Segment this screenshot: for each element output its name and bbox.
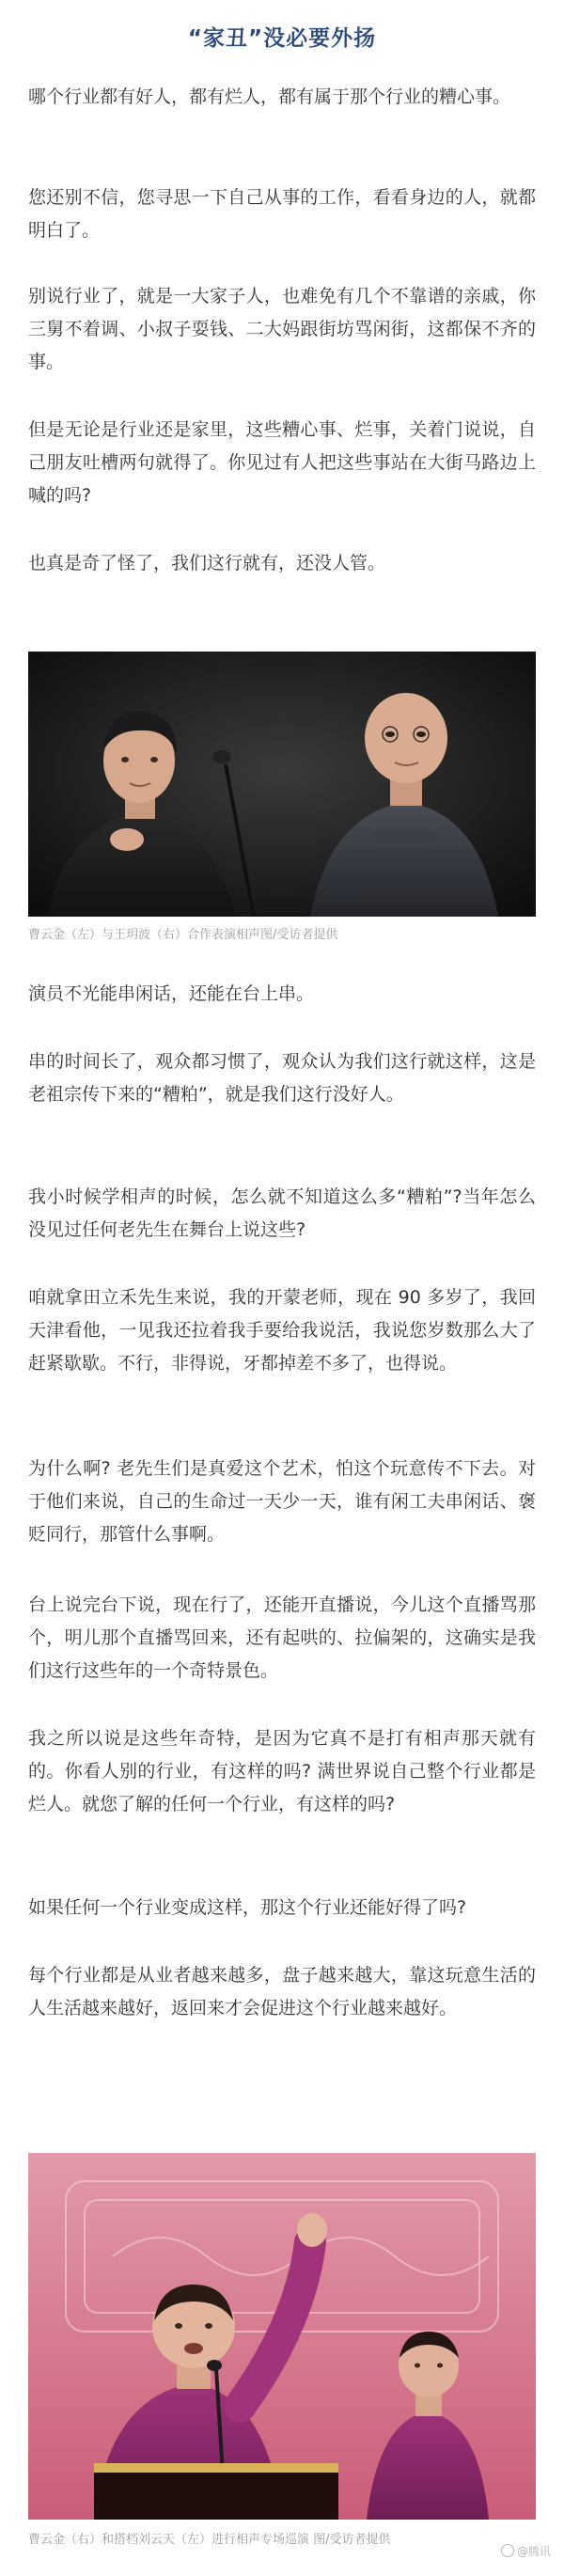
photo-stage-tour	[28, 2153, 536, 2520]
paragraph-13: 如果任何一个行业变成这样，那这个行业还能好得了吗?	[28, 1897, 467, 1918]
watermark-text: @腾讯	[516, 2545, 551, 2558]
photo-stage-tour-image	[28, 2153, 536, 2520]
paragraph-14: 每个行业都是从业者越来越多，盘子越来越大，靠这玩意生活的人生活越来越好，返回来才会促进这个行业越来越好。	[28, 1965, 536, 2018]
paragraph-11: 台上说完台下说，现在行了，还能开直播说，今儿这个直播骂那个，明儿那个直播骂回来，还有起哄的、拉偏架的，这确实是我们这行这些年的一个奇特景色。	[28, 1594, 536, 1681]
photo-performance-duo-image	[28, 652, 536, 917]
paragraph-2: 您还别不信，您寻思一下自己从事的工作，看看身边的人，就都明白了。	[28, 187, 536, 241]
paragraph-8: 我小时候学相声的时候，怎么就不知道这么多“糟粕”?当年怎么没见过任何老先生在舞台上说这些?	[28, 1186, 536, 1240]
photo-performance-duo	[28, 652, 536, 917]
photo-caption-2: 曹云金（右）和搭档刘云天（左）进行相声专场巡演 图/受访者提供	[28, 2533, 391, 2547]
paragraph-6: 演员不光能串闲话，还能在台上串。	[28, 983, 315, 1004]
paragraph-12: 我之所以说是这些年奇特，是因为它真不是打有相声那天就有的。你看人别的行业，有这样的吗? 满世界说自己整个行业都是烂人。就您了解的任何一个行业，有这样的吗?	[28, 1728, 536, 1814]
paragraph-5: 也真是奇了怪了，我们这行就有，还没人管。	[28, 553, 386, 573]
article-title: “家丑”没必要外扬	[187, 26, 377, 51]
paragraph-3: 别说行业了，就是一大家子人，也难免有几个不靠谱的亲戚，你三舅不着调、小叔子耍钱、二大妈跟街坊骂闲街，这都保不齐的事。	[28, 286, 536, 372]
paragraph-7: 串的时间长了，观众都习惯了，观众认为我们这行就这样，这是老祖宗传下来的“糟粕”，就是我们这行没好人。	[28, 1051, 536, 1105]
paragraph-4: 但是无论是行业还是家里，这些糟心事、烂事，关着门说说，自己朋友吐槽两句就得了。你见过有人把这些事站在大街马路边上喊的吗?	[28, 419, 536, 506]
paragraph-9: 咱就拿田立禾先生来说，我的开蒙老师，现在 90 多岁了，我回天津看他，一见我还拉着我手要给我说活，我说您岁数那么大了赶紧歇歇。不行，非得说，牙都掉差不多了，也得说。	[28, 1287, 536, 1374]
paragraph-1: 哪个行业都有好人，都有烂人，都有属于那个行业的糟心事。	[28, 86, 511, 107]
watermark-logo-icon	[501, 2544, 514, 2557]
paragraph-10: 为什么啊? 老先生们是真爱这个艺术，怕这个玩意传不下去。对于他们来说，自己的生命过一天少一天，谁有闲工夫串闲话、褒贬同行，那管什么事啊。	[28, 1458, 536, 1545]
watermark	[501, 2543, 551, 2559]
photo-caption-1: 曹云金（左）与王玥波（右）合作表演相声图/受访者提供	[28, 928, 338, 942]
